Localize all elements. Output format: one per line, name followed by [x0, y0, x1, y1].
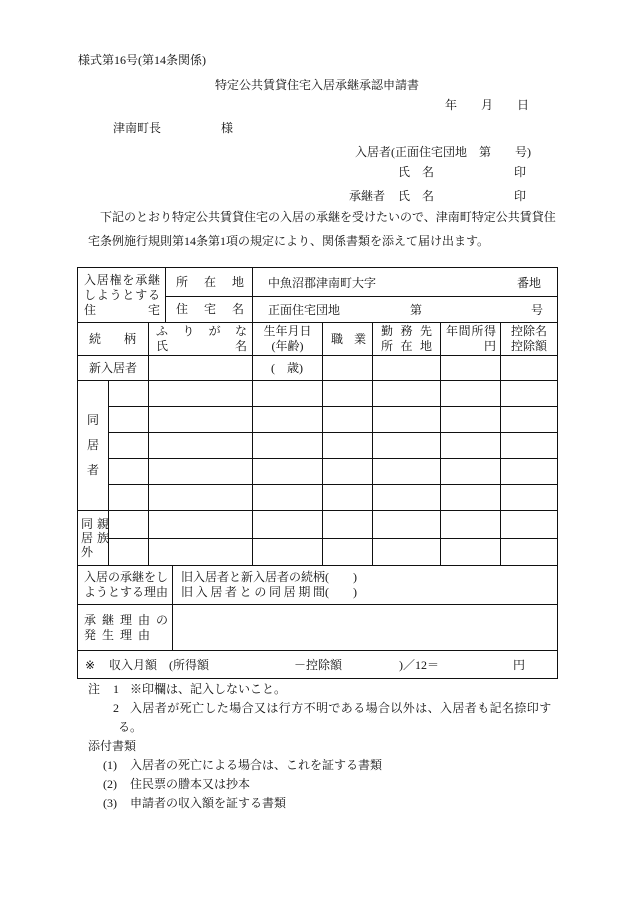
table-cell [149, 485, 253, 511]
succession-reason-row [78, 566, 558, 605]
income-header-label: 年間所得 [446, 324, 497, 338]
housing-value-box [253, 298, 557, 322]
table-cell [323, 381, 373, 407]
cohabitant-row [78, 407, 558, 433]
housing-value: 正面住宅団地 [268, 302, 341, 317]
date-line: 年 月 日 [445, 98, 530, 112]
furigana-header-label: ふりがな [156, 324, 248, 338]
address-row [78, 268, 558, 297]
table-cell [109, 433, 149, 459]
table-cell [501, 485, 558, 511]
address-label: 所在地 [176, 274, 244, 289]
table-cell [323, 459, 373, 485]
new-resident-label-cell [78, 356, 149, 381]
table-cell [253, 433, 323, 459]
non-relative-label-cell [78, 511, 114, 566]
housing-value-cell [253, 297, 558, 323]
workplace-header-label: 勤務先 [381, 324, 433, 338]
relationship-header [78, 323, 149, 356]
table-cell [501, 433, 558, 459]
address-value-box [253, 269, 557, 296]
housing-number-suffix: 号 [530, 302, 543, 317]
reason-item-text: 旧入居者との同居期間 [181, 585, 325, 599]
note-number: 2 [113, 701, 119, 715]
monthly-income-label: 収入月額 [109, 657, 158, 672]
cohabitant-label: 同居者 [87, 413, 100, 477]
successor-seal: 印 [514, 189, 527, 203]
table-cell [253, 485, 323, 511]
cohabitant-row [78, 381, 558, 407]
housing-label: 住宅名 [176, 302, 244, 316]
table-cell [441, 511, 501, 539]
table-cell [149, 459, 253, 485]
table-cell [441, 433, 501, 459]
cohabitant-label-cell [78, 381, 109, 511]
table-cell [501, 356, 558, 381]
table-cell [441, 356, 501, 381]
housing-number-prefix: 第 [410, 302, 423, 317]
note-text: 入居者が死亡した場合又は行方不明である場合以外は、入居者も記名捺印す [130, 701, 552, 715]
cohabitant-row [78, 459, 558, 485]
table-cell [501, 539, 558, 566]
succession-reason-label-line: ようとする理由 [84, 585, 169, 599]
attachment-text: 住民票の謄本又は抄本 [130, 777, 251, 791]
table-cell [149, 511, 253, 539]
reason-item-blank: ( ) [325, 585, 357, 599]
non-relative-row [78, 511, 558, 539]
income-row [78, 651, 558, 679]
birthdate-header-label: 生年月日 [263, 324, 312, 338]
income-cell [78, 651, 558, 679]
income-table [77, 650, 558, 679]
table-cell [373, 356, 441, 381]
table-cell [323, 539, 373, 566]
relationship-header-label: 続柄 [89, 331, 137, 346]
reason-item-text: 旧入居者と新入居者の続柄 [181, 570, 326, 584]
table-cell [441, 381, 501, 407]
table-cell [373, 433, 441, 459]
name-header [149, 323, 253, 356]
applicant-seal: 印 [514, 165, 527, 179]
table-cell [109, 539, 149, 566]
income-formula [78, 652, 557, 678]
address-value-cell [253, 268, 558, 297]
table-cell [253, 407, 323, 433]
table-cell [323, 433, 373, 459]
occupation-header-label: 職業 [331, 331, 367, 346]
table-cell [501, 407, 558, 433]
table-cell [323, 485, 373, 511]
address-label-cell [166, 268, 253, 297]
new-resident-label: 新入居者 [89, 360, 138, 375]
form-number: 様式第16号(第14条関係) [78, 53, 206, 67]
cohabitant-row [78, 485, 558, 511]
attachment-number: (1) [103, 758, 117, 772]
table-cell [373, 485, 441, 511]
table-cell [441, 539, 501, 566]
table-cell [149, 356, 253, 381]
residence-label-line: しようとする [84, 287, 160, 302]
table-cell [149, 433, 253, 459]
succession-cause-label-cell [78, 605, 173, 651]
reason-item-blank: ( ) [325, 570, 357, 584]
table-cell [441, 459, 501, 485]
addressee: 津南町長 [113, 121, 162, 135]
non-relative-label-line: 外 [81, 545, 98, 559]
residence-label-cell [78, 268, 166, 323]
succession-cause-label-line: 発生理由 [84, 627, 157, 642]
occupation-header [323, 323, 373, 356]
addressee-honorific: 様 [221, 121, 234, 135]
table-cell [501, 511, 558, 539]
note-text: ※印欄は、記入しないこと。 [130, 682, 287, 696]
table-cell [109, 511, 149, 539]
income-amount-part: (所得額 [169, 657, 209, 672]
applicant-name-label: 氏 名 [398, 165, 435, 179]
table-cell [149, 407, 253, 433]
income-header [441, 323, 501, 356]
table-cell [501, 459, 558, 485]
table-cell [441, 485, 501, 511]
housing-label-cell [166, 297, 253, 323]
form-title: 特定公共賃貸住宅入居承継承認申請書 [215, 78, 420, 92]
successor-label: 承継者 [349, 189, 386, 203]
attachment-number: (3) [103, 796, 117, 810]
table-cell [109, 459, 149, 485]
table-cell [253, 511, 323, 539]
deduction-amount-header-label: 控除額 [511, 339, 548, 353]
succession-reason-value-cell [173, 566, 558, 605]
succession-cause-value-cell [173, 605, 558, 651]
table-cell [109, 407, 149, 433]
application-table [77, 267, 557, 679]
note-text-continued: る。 [118, 720, 143, 734]
deduction-amount-part: －控除額 [294, 657, 343, 672]
successor-name-label: 氏 名 [398, 189, 435, 203]
notes-heading: 注 [88, 682, 101, 696]
members-table [77, 322, 558, 566]
office-use-mark: ※ [85, 657, 96, 672]
members-header-row [78, 323, 558, 356]
attachments-heading: 添付書類 [88, 739, 137, 753]
intro-line-1: 下記のとおり特定公共賃貸住宅の入居の承継を受けたいので、津南町特定公共賃貸住 [100, 210, 556, 224]
table-cell [373, 539, 441, 566]
reason-item [181, 570, 557, 585]
age-placeholder: ( 歳) [271, 360, 304, 375]
attachment-text: 入居者の死亡による場合は、これを証する書類 [130, 758, 383, 772]
age-header-label: (年齢) [271, 339, 304, 353]
succession-reason-label-line: 入居の承継をし [84, 570, 169, 584]
address-value: 中魚沼郡津南町大字 [268, 275, 377, 290]
attachment-text: 申請者の収入額を証する書類 [130, 796, 287, 810]
residence-label-line: 入居権を承継 [84, 272, 160, 287]
deduction-name-header-label: 控除名 [511, 324, 548, 338]
table-cell [253, 381, 323, 407]
non-relative-row [78, 539, 558, 566]
address-suffix: 番地 [516, 275, 541, 290]
table-cell [373, 459, 441, 485]
reason-item [181, 585, 557, 600]
table-cell [323, 356, 373, 381]
table-cell [149, 381, 253, 407]
intro-line-2: 宅条例施行規則第14条第1項の規定により、関係書類を添えて届け出ます。 [88, 234, 490, 248]
succession-cause-row [78, 605, 558, 651]
table-cell [149, 539, 253, 566]
cohabitant-row [78, 433, 558, 459]
succession-reason-label-cell [78, 566, 173, 605]
table-cell [109, 485, 149, 511]
attachment-number: (2) [103, 777, 117, 791]
succession-cause-label-line: 承継理由の [84, 612, 175, 627]
note-number: 1 [113, 682, 119, 696]
name-header-label: 氏名 [156, 339, 248, 353]
table-cell [253, 539, 323, 566]
workplace-address-header-label: 所在地 [381, 339, 433, 353]
table-cell [373, 511, 441, 539]
table-cell [441, 407, 501, 433]
income-unit: 円 [513, 657, 526, 672]
succession-table [77, 565, 558, 651]
table-cell [323, 511, 373, 539]
table-cell [323, 407, 373, 433]
table-cell [501, 381, 558, 407]
table-cell [373, 381, 441, 407]
table-cell [109, 381, 149, 407]
table-cell [253, 459, 323, 485]
non-relative-label-line: 居族 [81, 531, 114, 545]
table-cell [373, 407, 441, 433]
income-unit-label: 円 [484, 339, 497, 353]
resident-line: 入居者(正面住宅団地 第 号) [355, 145, 531, 159]
workplace-header [373, 323, 441, 356]
birthdate-header [253, 323, 323, 356]
residence-label-line: 住宅 [84, 302, 160, 317]
deduction-header [501, 323, 558, 356]
new-resident-row [78, 356, 558, 381]
non-relative-label-line: 同親 [81, 517, 114, 531]
residence-table [77, 267, 558, 323]
divisor-part: )／12＝ [399, 657, 439, 672]
new-resident-age-cell [253, 356, 323, 381]
